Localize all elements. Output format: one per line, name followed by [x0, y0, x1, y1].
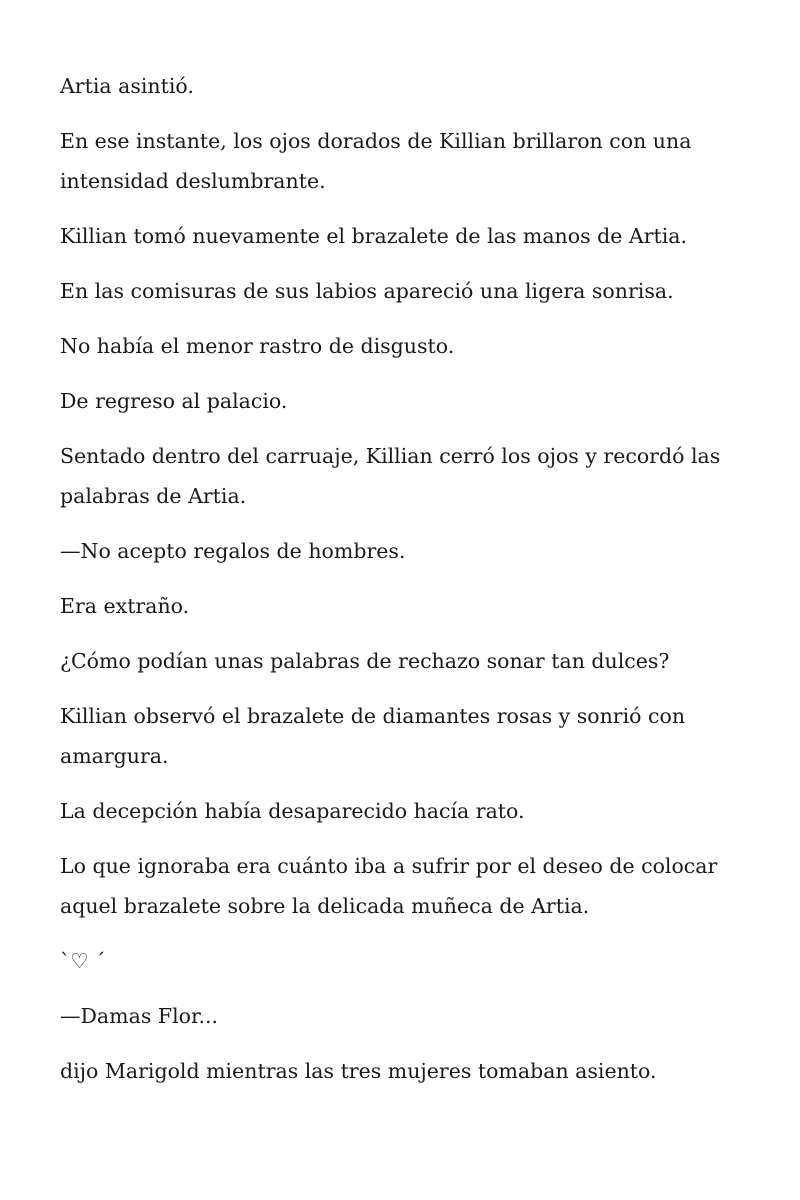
paragraph-3: Killian tomó nuevamente el brazalete de las manos de Artia. — [60, 224, 688, 248]
paragraph-2: En ese instante, los ojos dorados de Killian brillaron con una intensidad deslumbrante. — [60, 129, 692, 193]
paragraph-6: De regreso al palacio. — [60, 389, 288, 413]
paragraph-9: Era extraño. — [60, 594, 190, 618]
scene-divider: ⁠`⁠♡ ⁠´⁠ — [60, 949, 106, 973]
paragraph-5: No había el menor rastro de disgusto. — [60, 334, 455, 358]
reading-page — [60, 66, 760, 1106]
paragraph-10: ¿Cómo podían unas palabras de rechazo sonar tan dulces? — [60, 649, 670, 673]
paragraph-15: —Damas Flor... — [60, 1004, 219, 1028]
paragraph-16: dijo Marigold mientras las tres mujeres tomaban asiento. — [60, 1059, 657, 1083]
paragraph-1: Artia asintió. — [60, 74, 194, 98]
paragraph-13: Lo que ignoraba era cuánto iba a sufrir por el deseo de colocar aquel brazalete sobre la delicada muñeca de Artia. — [60, 854, 718, 918]
paragraph-4: En las comisuras de sus labios apareció una ligera sonrisa. — [60, 279, 674, 303]
paragraph-12: La decepción había desaparecido hacía rato. — [60, 799, 525, 823]
paragraph-8: —No acepto regalos de hombres. — [60, 539, 406, 563]
paragraph-7: Sentado dentro del carruaje, Killian cerró los ojos y recordó las palabras de Artia. — [60, 444, 721, 508]
paragraph-11: Killian observó el brazalete de diamantes rosas y sonrió con amargura. — [60, 704, 686, 768]
